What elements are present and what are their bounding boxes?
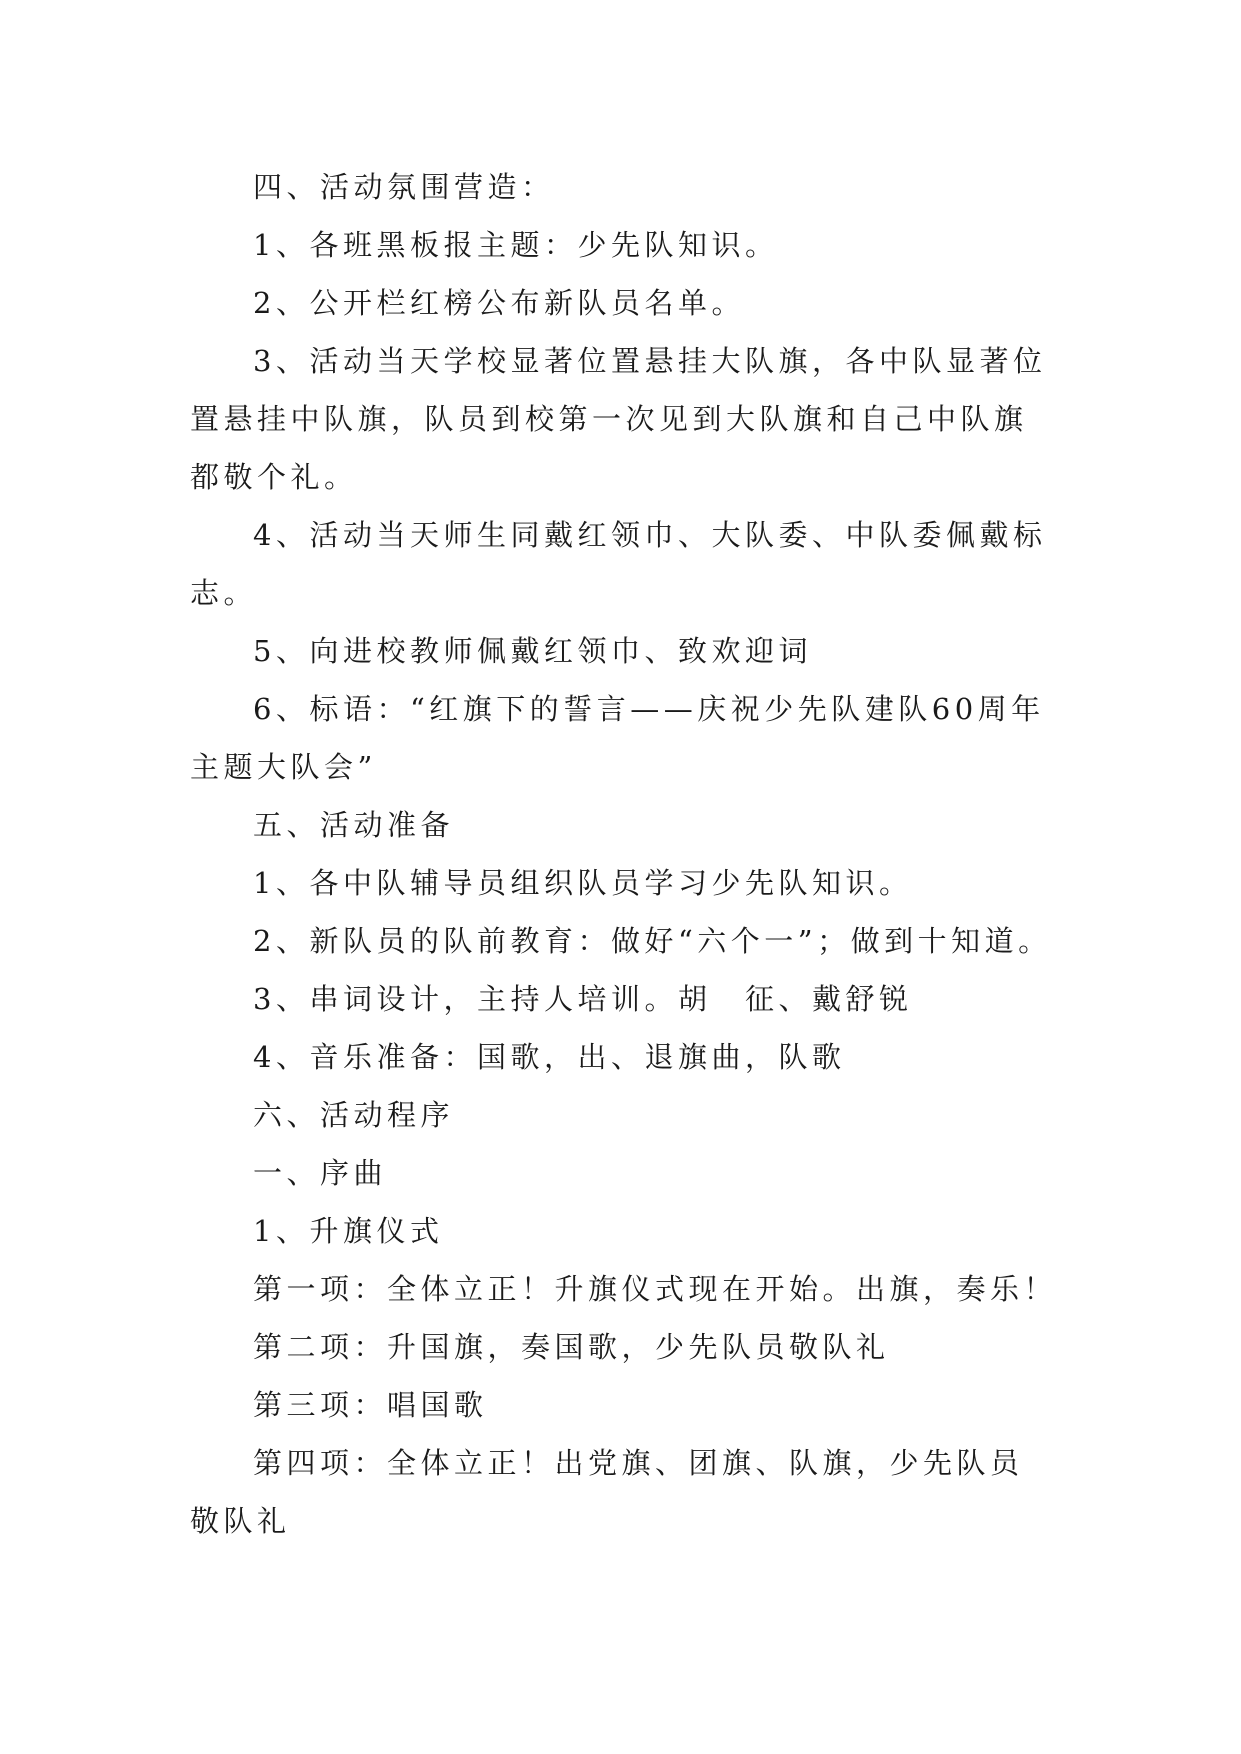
paragraph: 第一项：全体立正！升旗仪式现在开始。出旗，奏乐！	[253, 1272, 1058, 1306]
subsection-heading-prelude: 一、序曲	[253, 1156, 388, 1190]
paragraph: 2、新队员的队前教育：做好“六个一”；做到十知道。	[253, 924, 1052, 958]
paragraph: 4、活动当天师生同戴红领巾、大队委、中队委佩戴标志。	[190, 518, 1047, 610]
paragraph: 第四项：全体立正！出党旗、团旗、队旗，少先队员敬队礼	[190, 1446, 1024, 1538]
document-body	[190, 158, 1058, 1550]
paragraph: 1、升旗仪式	[253, 1214, 444, 1248]
paragraph: 1、各班黑板报主题：少先队知识。	[253, 228, 779, 262]
paragraph: 3、串词设计，主持人培训。胡 征、戴舒锐	[253, 982, 913, 1016]
paragraph: 3、活动当天学校显著位置悬挂大队旗，各中队显著位置悬挂中队旗，队员到校第一次见到大队旗和自己中队旗都敬个礼。	[190, 344, 1047, 494]
paragraph: 第三项：唱国歌	[253, 1388, 488, 1422]
paragraph: 6、标语：“红旗下的誓言——庆祝少先队建队60周年主题大队会”	[190, 692, 1045, 784]
paragraph: 4、音乐准备：国歌，出、退旗曲，队歌	[253, 1040, 846, 1074]
paragraph: 5、向进校教师佩戴红领巾、致欢迎词	[253, 634, 812, 668]
section-heading-preparation: 五、活动准备	[253, 808, 455, 842]
paragraph: 2、公开栏红榜公布新队员名单。	[253, 286, 745, 320]
section-heading-procedure: 六、活动程序	[253, 1098, 455, 1132]
section-heading-atmosphere: 四、活动氛围营造：	[253, 170, 555, 204]
paragraph: 1、各中队辅导员组织队员学习少先队知识。	[253, 866, 913, 900]
paragraph: 第二项：升国旗，奏国歌，少先队员敬队礼	[253, 1330, 890, 1364]
